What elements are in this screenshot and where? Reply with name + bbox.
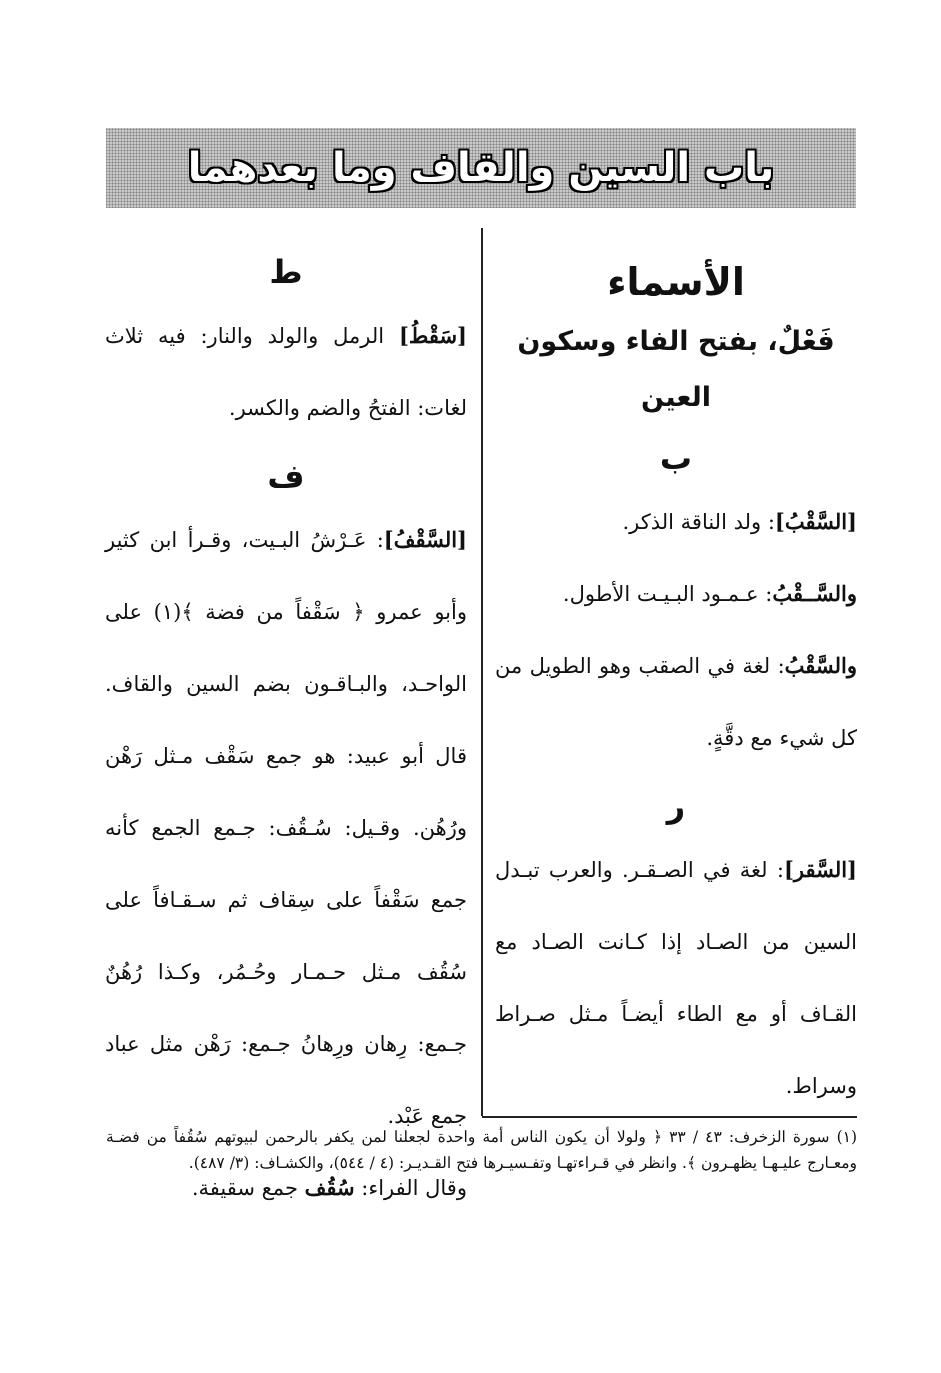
entry-saqt xyxy=(105,300,467,444)
entry-saqb xyxy=(495,486,857,558)
footnote: (١) سورة الزخرف: ٤٣ / ٣٣ ﴿ ولولا أن يكون الناس أمة واحدة لجعلنا لمن يكفر بالرحمن لبيوتهم سُقُفاً من فضـة ومعـارج عليـهـا يظهـرون ﴾. وانظر في قـراءتهـا وتفـسيـرها فتح القـديـر: (٤ / ٥٤٤)، والكشـاف: (٣/ ٤٨٧). xyxy=(106,1128,858,1172)
chapter-banner xyxy=(106,128,856,208)
entry-term: [السَّقْبُ] xyxy=(774,509,857,534)
left-column xyxy=(105,240,467,1224)
entry-text: الرمل والولد والنار: فيه ثلاث لغات: الفتحُ والضم والكسر. xyxy=(105,324,467,420)
column-divider xyxy=(481,228,483,1116)
entry-text: : عـمـود البـيـت الأطول. xyxy=(562,582,773,606)
entry-saqf xyxy=(105,504,467,1152)
entry-term: [السَّقر] xyxy=(783,857,857,882)
footnote-rule xyxy=(482,1116,857,1118)
pattern-heading: فَعْلٌ، بفتح الفاء وسكون العين xyxy=(517,326,835,413)
entry-term: [سَقْطُ] xyxy=(398,323,467,348)
entry-text: : عَـرْشُ البـيت، وقـرأ ابن كثير وأبو عمرو ﴿ سَقْفاً من فضة ﴾(١) على الواحـد، والبـاقـون بضم السين والقاف. قال أبو عبيد: هو جمع سَقْف مـثل رَهْن ورُهُن. وقـيل: سُـقُف: جـمع الجمع كأنه جمع سَقْفاً على سِقاف ثم سـقـافاً على سُقُف مـثل حـمـار وحُـمُر، وكـذا رُهُنٌ جـمع: رِهان ورِهانُ جـمع: رَهْن مثل عباد جمع عَبْد. xyxy=(105,528,468,1128)
entry-prefix: وقال الفراء: xyxy=(354,1176,467,1200)
entry-text: : لغة في الصقب وهو الطويل من كل شيء مع دقَّةٍ. xyxy=(495,654,857,750)
entry-text: : لغة في الصـقـر. والعرب تبـدل السين من الصـاد إذا كـانت الصـاد مع القـاف أو مع الطاء أيضـاً مـثل صـراط وسراط. xyxy=(495,858,857,1098)
letter-heading-ta: ط xyxy=(269,253,303,291)
chapter-title: باب السين والقاف وما بعدهما xyxy=(187,145,775,191)
entry-text: جمع سقيفة. xyxy=(191,1176,305,1200)
right-column xyxy=(495,240,857,1122)
entry-saqr xyxy=(495,834,857,1122)
letter-heading-fa: ف xyxy=(267,457,305,495)
letter-heading-ra: ر xyxy=(666,787,686,825)
entry-term: سُقُف xyxy=(304,1175,355,1200)
entry-term: [السَّقْفُ] xyxy=(383,527,467,552)
entry-text: : ولد الناقة الذكر. xyxy=(622,510,775,534)
entry-term: والسَّــقْبُ xyxy=(772,581,857,606)
entry-term: والسَّقْبُ xyxy=(784,653,857,678)
entry-saqb-3 xyxy=(495,630,857,774)
section-title: الأسماء xyxy=(607,260,745,304)
letter-heading-ba: ب xyxy=(659,439,693,477)
entry-saqb-2 xyxy=(495,558,857,630)
